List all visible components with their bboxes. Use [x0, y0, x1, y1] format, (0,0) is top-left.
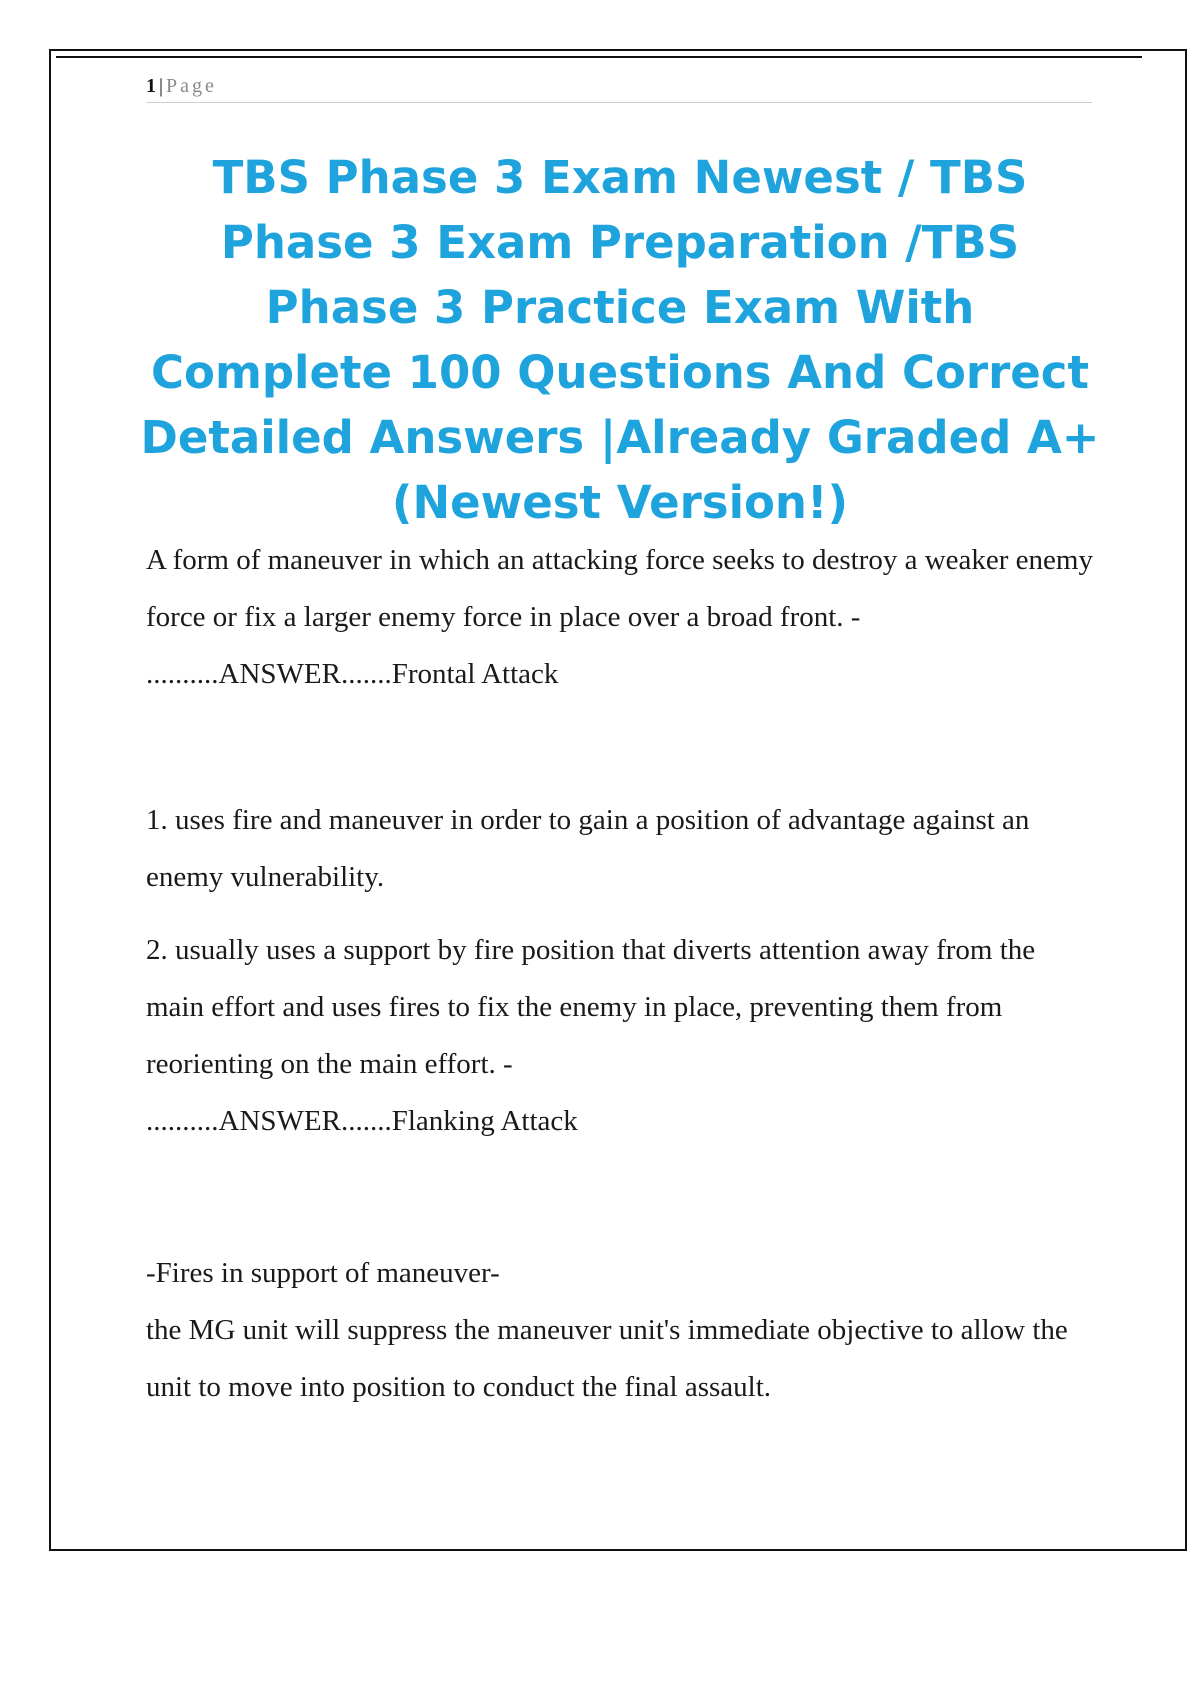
question-item-2	[146, 922, 1096, 1150]
question-text: the MG unit will suppress the maneuver unit's immediate objective to allow the unit to move into position to conduct the final assault.	[146, 1314, 1068, 1403]
page-number: 1	[146, 75, 156, 97]
top-rule	[56, 56, 1142, 58]
question-item-2-text: 2. usually uses a support by fire position that diverts attention away from the main effort and uses fires to fix the enemy in place, preventing them from reorienting on the main effort. -	[146, 934, 1036, 1080]
question-item-1: 1. uses fire and maneuver in order to gain a position of advantage against an enemy vulnerability.	[146, 804, 1030, 893]
answer-text: ..........ANSWER.......Flanking Attack	[146, 1105, 578, 1137]
question-block-3	[146, 1245, 1096, 1416]
page-label: Page	[166, 75, 217, 97]
page-header	[146, 74, 1092, 103]
question-block-1	[146, 532, 1096, 703]
page-separator: |	[159, 75, 164, 97]
question-heading: -Fires in support of maneuver-	[146, 1257, 500, 1289]
document-title: TBS Phase 3 Exam Newest / TBS Phase 3 Exam Preparation /TBS Phase 3 Practice Exam With Complete 100 Questions And Correct Detailed Answers |Already Graded A+(Newest Version!)	[140, 151, 1100, 529]
question-text: A form of maneuver in which an attacking force seeks to destroy a weaker enemy force or fix a larger enemy force in place over a broad front. - ..........ANSWER.......Frontal Attack	[146, 544, 1093, 690]
question-block-2	[146, 792, 1096, 1150]
